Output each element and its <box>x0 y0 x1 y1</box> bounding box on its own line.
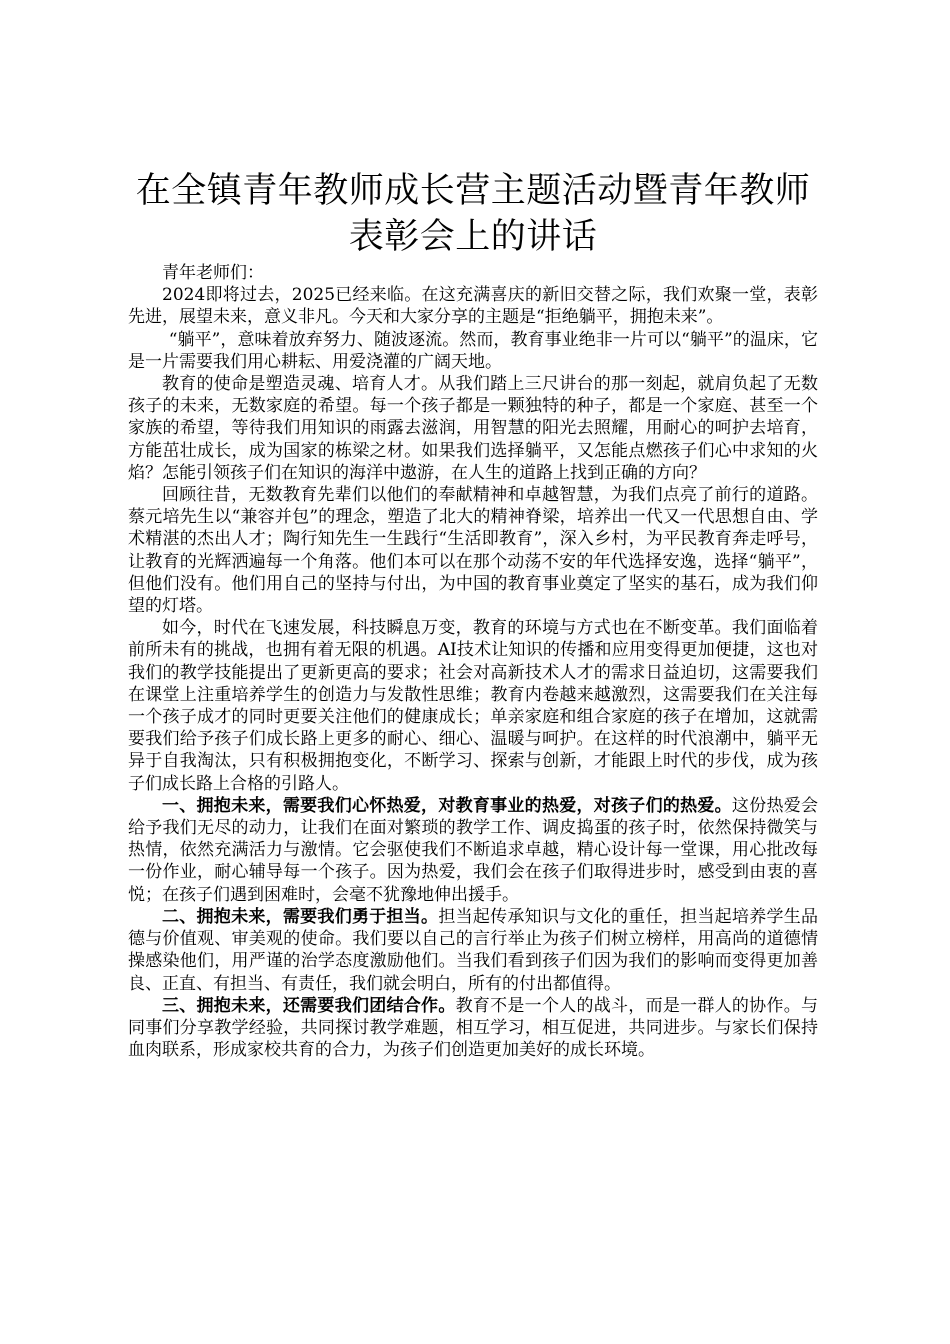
paragraph-6 <box>128 795 818 906</box>
paragraph-text: 如今，时代在飞速发展，科技瞬息万变，教育的环境与方式也在不断变革。我们面临着前所未有的挑战，也拥有着无限的机遇。AI技术让知识的传播和应用变得更加便捷，这也对我们的教学技能提出了更新更高的要求；社会对高新技术人才的需求日益迫切，这需要我们在课堂上注重培养学生的创造力与发散性思维；教育内卷越来越激烈，这需要我们在关注每一个孩子成才的同时更要关注他们的健康成长；单亲家庭和组合家庭的孩子在增加，这就需要我们给予孩子们成长路上更多的耐心、细心、温暖与呵护。在这样的时代浪潮中，躺平无异于自我淘汰，只有积极拥抱变化，不断学习、探索与创新，才能跟上时代的步伐，成为孩子们成长路上合格的引路人。 <box>128 618 818 794</box>
paragraph-8 <box>128 995 818 1062</box>
paragraph-text: “躺平”，意味着放弃努力、随波逐流。然而，教育事业绝非一片可以“躺平”的温床，它是一片需要我们用心耕耘、用爱浇灌的广阔天地。 <box>128 329 818 372</box>
paragraph-4 <box>128 484 818 617</box>
section-heading-3: 三、拥抱未来，还需要我们团结合作。 <box>162 995 456 1016</box>
document-title: 在全镇青年教师成长营主题活动暨青年教师表彰会上的讲话 <box>135 171 811 257</box>
paragraph-text: 这份热爱会给予我们无尽的动力，让我们在面对繁琐的教学工作、调皮捣蛋的孩子时，依然保持微笑与热情，依然充满活力与激情。它会驱使我们不断追求卓越，精心设计每一堂课，用心批改每一份作业，耐心辅导每一个孩子。因为热爱，我们会在孩子们取得进步时，感受到由衷的喜悦；在孩子们遇到困难时，会毫不犹豫地伸出援手。 <box>128 795 819 905</box>
paragraph-text: 教育的使命是塑造灵魂、培育人才。从我们踏上三尺讲台的那一刻起，就肩负起了无数孩子的未来，无数家庭的希望。每一个孩子都是一颗独特的种子，都是一个家庭、甚至一个家族的希望，等待我们用知识的雨露去滋润，用智慧的阳光去照耀，用耐心的呵护去培育，方能茁壮成长，成为国家的栋梁之材。如果我们选择躺平，又怎能点燃孩子们心中求知的火焰？怎能引领孩子们在知识的海洋中遨游，在人生的道路上找到正确的方向？ <box>128 374 818 483</box>
document-page <box>128 168 818 1061</box>
section-heading-2: 二、拥抱未来，需要我们勇于担当。 <box>162 906 439 927</box>
paragraph-5 <box>128 617 818 795</box>
paragraph-text: 回顾往昔，无数教育先辈们以他们的奉献精神和卓越智慧，为我们点亮了前行的道路。蔡元培先生以“兼容并包”的理念，塑造了北大的精神脊梁，培养出一代又一代思想自由、学术精湛的杰出人才；陶行知先生一生践行“生活即教育”，深入乡村，为平民教育奔走呼号，让教育的光辉洒遍每一个角落。他们本可以在那个动荡不安的年代选择安逸，选择“躺平”，但他们没有。他们用自己的坚持与付出，为中国的教育事业奠定了坚实的基石，成为我们仰望的灯塔。 <box>128 485 818 617</box>
paragraph-text: 担当起传承知识与文化的重任，担当起培养学生品德与价值观、审美观的使命。我们要以自己的言行举止为孩子们树立榜样，用高尚的道德情操感染他们，用严谨的治学态度激励他们。当我们看到孩子们因为我们的影响而变得更加善良、正直、有担当、有责任，我们就会明白，所有的付出都值得。 <box>128 906 819 994</box>
paragraph-3 <box>128 373 818 484</box>
paragraph-2 <box>128 329 818 373</box>
paragraph-text: 2024即将过去，2025已经来临。在这充满喜庆的新旧交替之际，我们欢聚一堂，表彰先进，展望未来，意义非凡。今天和大家分享的主题是“拒绝躺平，拥抱未来”。 <box>128 285 818 328</box>
salutation: 青年老师们： <box>162 263 264 283</box>
paragraph-1 <box>128 284 818 328</box>
paragraph-7 <box>128 906 818 995</box>
paragraph-text: 教育不是一个人的战斗，而是一群人的协作。与同事们分享教学经验，共同探讨教学难题，相互学习，相互促进，共同进步。与家长们保持血肉联系，形成家校共育的合力，为孩子们创造更加美好的成长环境。 <box>128 995 818 1061</box>
section-heading-1: 一、拥抱未来，需要我们心怀热爱，对教育事业的热爱，对孩子们的热爱。 <box>162 795 732 816</box>
